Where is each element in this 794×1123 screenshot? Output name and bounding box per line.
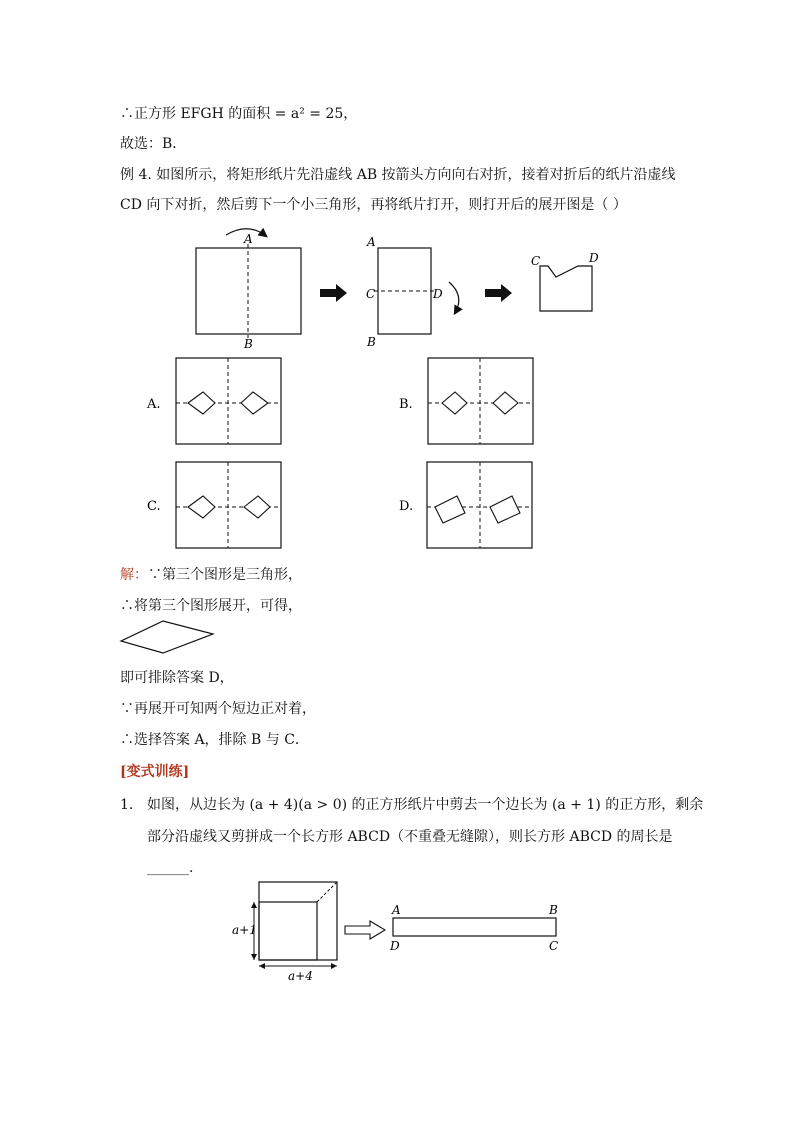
question-line-2: 部分沿虚线又剪拼成一个长方形 ABCD（不重叠无缝隙），则长方形 ABCD 的周长是	[147, 829, 673, 845]
solution-line-2: ∴将第三个图形展开，可得，	[120, 598, 302, 614]
label-a-2: A	[367, 235, 376, 249]
option-b-figure[interactable]	[428, 358, 533, 444]
option-b-label: B.	[399, 397, 413, 412]
rect-label-a: A	[392, 903, 401, 917]
cut-piece	[540, 266, 592, 311]
rect-label-b: B	[549, 903, 558, 917]
curved-arrow-down-icon	[449, 282, 459, 313]
hollow-arrow-icon	[345, 921, 385, 939]
label-b: B	[244, 337, 253, 351]
unfolded-rhombus-figure	[118, 618, 218, 658]
example-4-line-1: 例 4. 如图所示，将矩形纸片先沿虚线 AB 按箭头方向向右对折，接着对折后的纸片沿虚线	[120, 167, 676, 183]
rect-label-d: D	[390, 939, 400, 953]
label-b-2: B	[367, 335, 376, 349]
option-c-figure[interactable]	[176, 462, 281, 548]
label-d: D	[433, 287, 443, 301]
option-d-figure[interactable]	[427, 462, 532, 548]
solution-line-5: ∴选择答案 A，排除 B 与 C．	[120, 732, 309, 748]
section-heading: [变式训练]	[120, 764, 190, 780]
rect-label-c: C	[549, 939, 559, 953]
option-c-label: C.	[147, 499, 161, 514]
solution-text: ∵第三个图形是三角形，	[148, 567, 302, 583]
question-line-1: 如图，从边长为 (a + 4)(a > 0) 的正方形纸片中剪去一个边长为 (a + 1) 的正方形，剩余	[147, 797, 704, 813]
solution-line-4: ∵再展开可知两个短边正对着，	[120, 701, 316, 717]
option-d-label: D.	[399, 499, 414, 514]
square-cut-figure	[0, 870, 794, 990]
question-number: 1.	[120, 797, 134, 813]
label-c: C	[366, 287, 376, 301]
answer-options	[0, 350, 794, 560]
long-rectangle	[393, 918, 556, 936]
right-arrow-icon-2	[485, 284, 512, 302]
folding-figure	[0, 0, 794, 360]
side-label: a+1	[232, 923, 257, 937]
solution-line-1	[120, 565, 302, 585]
line-area-result: ∴正方形 EFGH 的面积 = a² = 25，	[120, 106, 358, 122]
option-a-label: A.	[147, 397, 161, 412]
question-line-3: ______.	[147, 860, 194, 876]
right-arrow-icon	[320, 284, 347, 302]
label-c-3: C	[531, 254, 541, 268]
bottom-label: a+4	[288, 969, 313, 983]
example-4-line-2: CD 向下对折，然后剪下一个小三角形，再将纸片打开，则打开后的展开图是（ ）	[120, 197, 627, 213]
line-answer-b: 故选：B．	[120, 136, 187, 152]
option-a-figure[interactable]	[176, 358, 281, 444]
solution-prefix: 解：	[120, 567, 148, 583]
label-d-3: D	[589, 251, 599, 265]
solution-line-3: 即可排除答案 D，	[120, 670, 234, 686]
label-a: A	[244, 232, 253, 246]
